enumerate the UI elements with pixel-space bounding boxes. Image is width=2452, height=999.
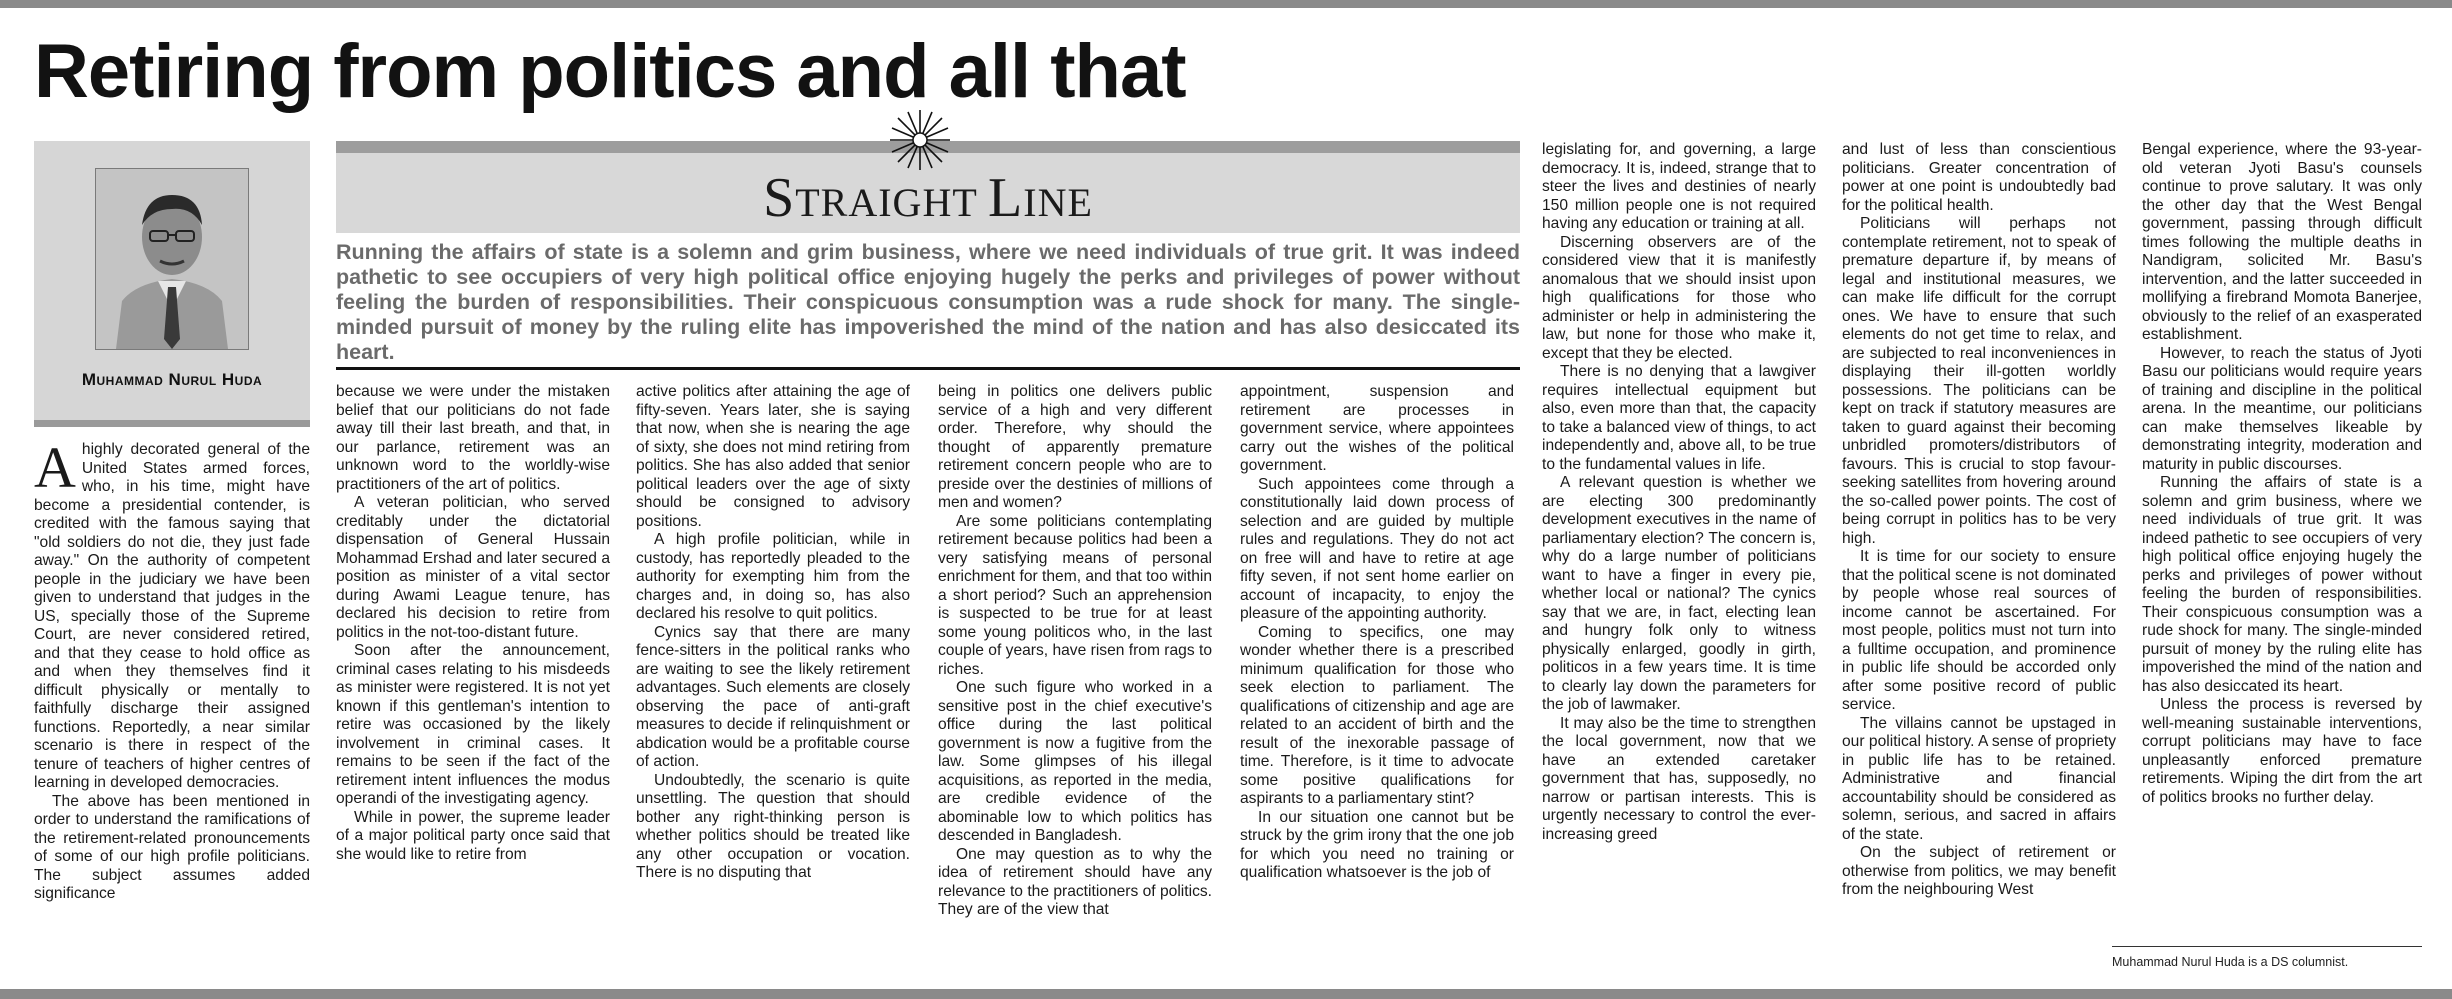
article-paragraph: Unless the process is reversed by well-meaning sustainable interventions, corrupt politicians may have to face unpleasantly enforced premature retirements. Wiping the dirt from the art of politics brooks no further delay. [2142,696,2422,806]
headline: Retiring from politics and all that [34,29,1186,114]
article-paragraph: Such appointees come through a constitutionally laid down process of selection and are guided by multiple rules and regulations. They do not act on free will and have to retire at age fifty seven, if not sent home earlier on account of incapacity, to enjoy the pleasure of the appointing authority. [1240,475,1514,622]
article-paragraph: On the subject of retirement or otherwise from politics, we may benefit from the neighbouring West [1842,844,2116,898]
author-rule [34,420,310,427]
article-column-7 [1842,141,2116,900]
article-paragraph: In our situation one cannot but be struck by the grim irony that the one job for which you need no training or qualification whatsoever is the job of [1240,808,1514,881]
article-paragraph: being in politics one delivers public service of a high and very different order. Therefore, why should the thought of apparently premature retirement concern people who are to preside over the destinies of millions of men and women? [938,383,1212,511]
article-column-8 [2142,141,2422,807]
column-name-rest-1: TRAIGHT [795,180,989,225]
column-name-rest-2: INE [1023,180,1093,225]
author-byline: Muhammad Nurul Huda [81,370,263,389]
article-paragraph: Soon after the announcement, criminal cases relating to his misdeeds as minister were registered. It is not yet known if this gentleman's intention to retire was occasioned by the likely involvement in criminal cases. It remains to be seen if the fact of the retirement intent influences the modus operandi of the investigating agency. [336,642,610,807]
author-footnote: Muhammad Nurul Huda is a DS columnist. [2112,955,2349,969]
article-paragraph: One may question as to why the idea of retirement should have any relevance to the practitioners of politics. They are of the view that [938,845,1212,918]
article-paragraph: legislating for, and governing, a large democracy. It is, indeed, strange that to steer the lives and destinies of nearly 150 million people one is not required having any education or training at all. [1542,141,1816,232]
article-paragraph: Bengal experience, where the 93-year-old veteran Jyoti Basu's counsels continue to prove salutary. It was only the other day that the West Bengal government, passing through difficult times following the multiple deaths in Nandigram, solicited Mr. Basu's intervention, and the latter succeeded in mollifying a firebrand Momota Banerjee, obviously to the relief of an exasperated establishment. [2142,141,2422,343]
article-paragraph [34,435,310,793]
footnote-rule [2112,946,2422,947]
article-paragraph: One such figure who worked in a sensitive post in the chief executive's office during the last political government is now a fugitive from the law. Some glimpses of his illegal acquisitions, as reported in the media, are credible evidence of the abominable low to which politics has descended in Bangladesh. [938,679,1212,844]
article-paragraph: Running the affairs of state is a solemn and grim business, where we need individuals of true grit. It was indeed pathetic to see occupiers of very high political office enjoying hugely the perks and privileges of power without feeling the burden of responsibilities. Their conspicuous consumption was a rude shock for many. The single-minded pursuit of money by the ruling elite has impoverished the mind of the nation and has also desiccated its heart. [2142,474,2422,695]
article-paragraph: A high profile politician, while in custody, has reportedly pleaded to the authority for exempting him from the charges and, in doing so, has also declared his resolve to quit politics. [636,531,910,622]
article-column-4 [938,383,1212,920]
bottom-rule [0,989,2452,999]
article-paragraph: The above has been mentioned in order to understand the ramifications of the retirement-related pronouncements of some of our high profile politicians. The subject assumes added significance [34,792,310,902]
article-paragraph: Cynics say that there are many fence-sitters in the political ranks who are waiting to see the likely retirement advantages. Such elements are closely observing the pace of anti-graft measures to decide if relinquishment or abdication would be a profitable course of action. [636,623,910,770]
deck-rule [336,367,1520,370]
article-column-3 [636,383,910,883]
article-paragraph: However, to reach the status of Jyoti Basu our politicians would require years of training and discipline in the political arena. In the meantime, our politicians can make themselves likeable by demonstrating integrity, moderation and maturity in public discourses. [2142,344,2422,473]
article-paragraph: A veteran politician, who served creditably under the dictatorial dispensation of General Hussain Mohammad Ershad and later secured a position as minister of a vital sector during Awami League tenure, has declared his decision to retire from politics in the not-too-distant future. [336,494,610,641]
article-paragraph: Coming to specifics, one may wonder whether there is a prescribed minimum qualification for those who seek election to parliament. The qualifications of citizenship and age are related to an accident of birth and the result of the inexorable passage of time. Therefore, is it time to advocate some positive qualifications for aspirants to a parliamentary stint? [1240,623,1514,807]
article-paragraph: It is time for our society to ensure that the political scene is not dominated by people whose real sources of income cannot be ascertained. For most people, politics must not turn into a fulltime occupation, and prominence in public life should be accorded only after some positive record of public service. [1842,548,2116,713]
article-paragraph: Discerning observers are of the considered view that it is manifestly anomalous that we should insist upon high qualifications for those who administer or help in administering the law, but none for those who make it, except that they be elected. [1542,233,1816,362]
article-paragraph: active politics after attaining the age of fifty-seven. Years later, she is saying that now, when she is nearing the age of sixty, she does not mind retiring from politics. She has also added that senior political leaders over the age of sixty should be consigned to advisory positions. [636,383,910,530]
article-column-2 [336,383,610,864]
article-paragraph: appointment, suspension and retirement are processes in government service, where appointees carry out the wishes of the political government. [1240,383,1514,474]
drop-cap: A [34,435,76,500]
paragraph-text: highly decorated general of the United States armed forces, who, in his time, might have become a presidential contender, is credited with the famous saying that "old soldiers do not die, they just fade away." On the authority of competent people in the judiciary we have been given to understand that judges in the US, specially those of the Supreme Court, are never considered retired, and that they cease to hold office as and when they themselves find it difficult physically or mentally to faithfully discharge their assigned functions. Reportedly, a near similar scenario is there in respect of the tenure of teachers of higher centres of learning in developed democracies. [34,441,310,791]
article-column-1 [34,435,310,904]
author-photo [95,168,249,350]
article-paragraph: A relevant question is whether we are electing 300 predominantly development executives in the name of parliamentary election? The concern is, why do a large number of politicians want to have a finger in every pie, whether local or national? The cynics say that we are, in fact, electing lean and hungry folk only to witness physically enlarged, goodly in girth, politicos in a few years time. It is time to clearly lay down the parameters for the job of lawmaker. [1542,474,1816,713]
column-name-cap-1: S [763,167,796,229]
article-paragraph: Undoubtedly, the scenario is quite unsettling. The question that should bother any right-thinking person is whether politics should be treated like any other occupation or vocation. There is no disputing that [636,771,910,881]
column-name-cap-2: L [988,167,1024,229]
portrait-image [96,169,248,349]
article-paragraph: The villains cannot be upstaged in our political history. A sense of propriety in public life has to be retained. Administrative and financial accountability should be considered as solemn, serious, and sacred in affairs of the state. [1842,714,2116,843]
article-paragraph: It may also be the time to strengthen the local government, now that we have an extended caretaker government that has, supposedly, no narrow or partisan interests. This is urgently necessary to control the ever-increasing greed [1542,714,1816,843]
article-paragraph: While in power, the supreme leader of a major political party once said that she would like to retire from [336,808,610,863]
article-column-6 [1542,141,1816,844]
top-rule [0,0,2452,8]
article-paragraph: and lust of less than conscientious politicians. Greater concentration of power at one point is undoubtedly bad for the political health. [1842,141,2116,214]
article-paragraph: Are some politicians contemplating retirement because politics had been a very satisfying means of personal enrichment for them, and that too within a short period? Such an apprehension is suspected to be true for at least some young politicos who, in the last couple of years, have risen from rags to riches. [938,512,1212,678]
starburst-icon [890,110,950,170]
column-name [336,166,1520,235]
article-paragraph: because we were under the mistaken belief that our politicians do not fade away till their last breath, and that, in our parlance, retirement was an unknown word to the worldly-wise practitioners of the art of politics. [336,383,610,493]
article-column-5 [1240,383,1514,883]
deck-summary: Running the affairs of state is a solemn and grim business, where we need individuals of true grit. It was indeed pathetic to see occupiers of very high political office enjoying hugely the perks and privileges of power without feeling the burden of responsibilities. Their conspicuous consumption was a rude shock for many. The single-minded pursuit of money by the ruling elite has impoverished the mind of the nation and has also desiccated its heart. [336,240,1520,364]
article-paragraph: Politicians will perhaps not contemplate retirement, not to speak of premature departure if, by means of legal and institutional measures, we can make life difficult for the corrupt ones. We have to ensure that such elements do not get time to relax, and are subjected to real inconveniences in displaying their ill-gotten worldly possessions. The politicians can be kept on track if statutory measures are taken to guard against their becoming unbridled promoters/distributors of favours. This is crucial to stop favour-seeking satellites from hovering around the so-called power points. The cost of being corrupt in politics has to be very high. [1842,215,2116,547]
article-paragraph: There is no denying that a lawgiver requires intellectual equipment but also, even more than that, the capacity to take a balanced view of things, to act independently and, above all, to be true to the fundamental values in life. [1542,363,1816,473]
